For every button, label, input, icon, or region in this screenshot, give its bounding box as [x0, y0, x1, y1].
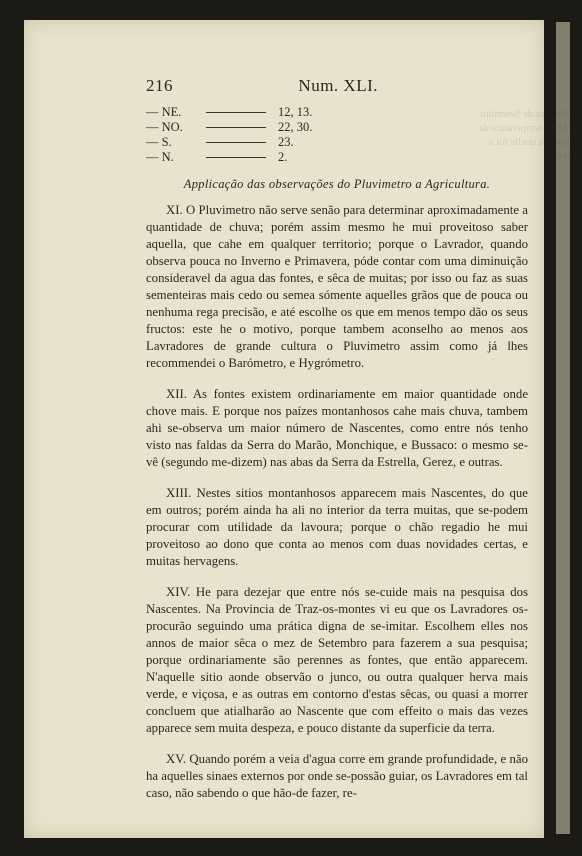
wind-value: 2. — [278, 150, 288, 164]
wind-row — [146, 120, 528, 135]
paragraph-xiv: XIV. He para dezejar que entre nós se-cuide mais na pesquisa dos Nascentes. Na Provincia de Traz-os-montes vi eu que os Lavradores os-procurão seguindo uma prática digna de se-imitar. Escolhem elles nos annos de maior sêca o mez de Setembro para fazerem a sua pesquisa; porque ordinariamente são perennes as fontes, que então apparecem. N'aquelle sitio aonde observão o junco, ou outra qualquer herva mais verde, e viçosa, e as outras em contorno d'estas sêcas, ou quasi a morrer concluem que atialharão ao Nascente que com effeito o mais das vezes apparece sem muita despeza, e pouco distante da superficie da terra. — [146, 585, 528, 735]
wind-row — [146, 135, 528, 150]
paragraph-xii: XII. As fontes existem ordinariamente em maior quantidade onde chove mais. E porque nos paízes montanhosos cahe mais chuva, tambem ahi se-observa um maior número de Nascentes, como entre nós tenho visto nas faldas da Serra do Marão, Monchique, e Bussaco: o mesmo se-vê (segundo me-dizem) nas abas da Serra da Estrella, Gerez, e outras. — [146, 387, 528, 469]
paragraph-xi: XI. O Pluvimetro não serve senão para determinar aproximadamente a quantidade de chuva; porém assim mesmo he mui proveitoso saber aquella, que cahe em qualquer territorio; porque o Lavrador, quando observa pouca no Inverno e Primavera, póde contar com uma diminuição consideravel da agua das fontes, e sêca de muitas; por isso ou faz as suas sementeiras mais cedo ou semea sómente aquelles grãos que de pouca ou nenhuma rega precisão, e até escolhe os que em menos tempo dão os seus fructos: este he o motivo, porque tambem aconselho ao menos aos Lavradores de grande cultura o Pluvimetro assim como já lhes recommendei o Barómetro, e Hygrómetro. — [146, 203, 528, 370]
wind-table — [146, 105, 528, 165]
wind-direction: — NE. — [146, 105, 182, 119]
page-title: Num. XLI. — [298, 76, 378, 95]
wind-row — [146, 105, 528, 120]
wind-row — [146, 150, 528, 165]
wind-value: 22, 30. — [278, 120, 313, 134]
page-number: 216 — [146, 76, 173, 95]
leader-line — [206, 142, 266, 143]
wind-direction: — NO. — [146, 120, 183, 134]
paragraph-xv: XV. Quando porém a veia d'agua corre em grande profundidade, e não ha aquelles sinaes externos por onde se-possão guiar, os Lavradores em tal caso, não sabendo o que hão-de fazer, re- — [146, 752, 528, 800]
section-title: Applicação das observações do Pluvimetro a Agricultura. — [183, 177, 491, 191]
leader-line — [206, 127, 266, 128]
running-header — [146, 76, 378, 96]
leader-line — [206, 157, 266, 158]
page-content — [146, 76, 528, 816]
wind-value: 12, 13. — [278, 105, 313, 119]
bleed-through-text: V. No mez de Setembro de 18 de temperatura da atmosfera quelle foi a variação — [479, 109, 580, 162]
wind-value: 23. — [278, 135, 294, 149]
paragraph-xiii: XIII. Nestes sitios montanhosos apparecem mais Nascentes, do que em outros; porém ainda ha ali no interior da terra muitas, que se-podem procurar com utilidade da lavoura; porque o chão regadio he mui proveitoso ao dono que conta ao menos com duas novidades certas, e muitas hervagens. — [146, 486, 528, 568]
wind-direction: — S. — [146, 135, 172, 149]
wind-direction: — N. — [146, 150, 174, 164]
leader-line — [206, 112, 266, 113]
